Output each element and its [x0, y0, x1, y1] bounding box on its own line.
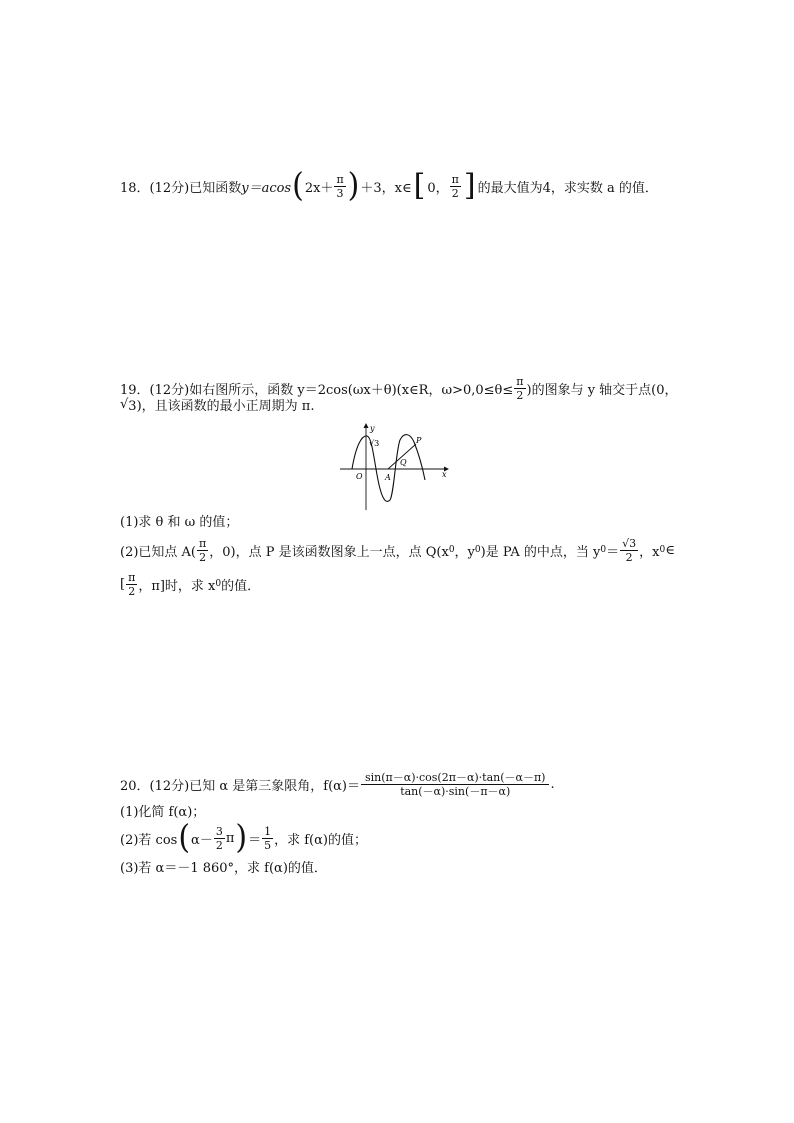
- q19-part2-text-g: ∈: [665, 542, 675, 558]
- label-y: y: [370, 424, 375, 433]
- sub-0d: 0: [659, 545, 666, 555]
- q20-part2-c: ＝: [248, 832, 262, 848]
- label-P: P: [416, 436, 422, 445]
- q18-prefix: 18．(12分)已知函数: [120, 180, 242, 196]
- sqrt-symbol: √: [120, 396, 129, 412]
- q19-part2-text-d: )是 PA 的中点，当 y: [480, 544, 601, 560]
- q19-frac-pi2c: $\frac{\pi}{2}$: [128, 570, 136, 598]
- sub-0e: 0: [215, 579, 222, 589]
- q20-part3-text: (3)若 α＝－1 860°，求 f(α)的值．: [120, 860, 327, 876]
- q20-part2-d: ，求 f(α)的值；: [274, 832, 367, 848]
- label-A: A: [385, 473, 391, 482]
- q19-text2: 3)，且该函数的最小正周期为 π.: [128, 398, 315, 414]
- q19-part2-text-e: ＝: [606, 544, 620, 560]
- q19-text1b: )的图象与 y 轴交于点(0，: [526, 382, 678, 398]
- label-Q: Q: [400, 458, 407, 467]
- q20-frac-1-5: $\frac{1}{5}$: [264, 824, 272, 852]
- label-sqrt3: √3: [369, 439, 380, 448]
- q20-period: .: [550, 776, 555, 792]
- q20-frac-3-2: $\frac{3}{2}$: [215, 824, 223, 852]
- left-bracket: [: [413, 168, 426, 203]
- q19-part2-text-c: ，y: [454, 544, 475, 560]
- q19-frac-pi2: $\frac{\pi}{2}$: [516, 374, 524, 402]
- q19-part2-text-b: ，0)，点 P 是该函数图象上一点，点 Q(x: [209, 544, 449, 560]
- label-O: O: [356, 472, 363, 481]
- q18-frac-pi3: $\frac{\pi}{3}$: [336, 172, 344, 200]
- q20-part2-b: α－: [191, 832, 213, 848]
- q19-part1-text: (1)求 θ 和 ω 的值；: [120, 514, 239, 530]
- q20-frac-f: $\frac{\sin(\pi-\alpha)\cdot\cos(2\pi-\alpha)\cdot\tan(-\alpha-\pi)}{\tan(-\alpha)\cdot\sin(-\pi-\alpha)}$: [361, 771, 549, 798]
- q18-line: [120, 166, 658, 206]
- q19-text1: 19．(12分)如右图所示，函数 y＝2cos(ωx＋θ)(x∈R，ω>0,0≤θ≤: [120, 382, 514, 398]
- q20-part3: [120, 852, 327, 880]
- q19-part2-text-a: (2)已知点 A(: [120, 544, 197, 560]
- q18-zero: 0，: [427, 180, 449, 196]
- right-bracket: ]: [463, 168, 476, 203]
- q18-frac-pi2: $\frac{\pi}{2}$: [451, 172, 459, 200]
- y-axis-arrow: [364, 423, 369, 428]
- sub-0: 0: [448, 545, 455, 555]
- label-x: x: [442, 470, 447, 479]
- right-paren: ): [235, 818, 248, 857]
- sub-0c: 0: [600, 545, 607, 555]
- left-paren: (: [292, 166, 304, 205]
- q18-inner: 2x＋: [304, 180, 334, 196]
- q19-line4-c: 的值．: [221, 578, 261, 594]
- q20-part2-pi: π: [225, 830, 235, 846]
- q20-text1: 20．(12分)已知 α 是第三象限角，f(α)＝: [120, 778, 361, 794]
- sub-0b: 0: [474, 545, 481, 555]
- q19-graph: [336, 420, 456, 512]
- left-paren: (: [178, 818, 191, 857]
- q19-line4-a: [: [120, 576, 126, 592]
- q19-frac-sqrt3-2: $\frac{√3}{2}$: [622, 536, 637, 564]
- q18-func: y＝acos: [241, 180, 292, 196]
- q18-after: ＋3，x∈: [360, 180, 412, 196]
- q20-part2-a: (2)若 cos: [120, 832, 178, 848]
- q18-suffix: 的最大值为4，求实数 a 的值．: [477, 180, 658, 196]
- q20-part1-text: (1)化简 f(α)；: [120, 804, 206, 820]
- q19-line4-b: ，π]时，求 x: [138, 578, 216, 594]
- q19-frac-pi2b: $\frac{\pi}{2}$: [199, 536, 207, 564]
- q19-line4: [120, 564, 260, 604]
- q19-line2: [120, 392, 314, 416]
- right-paren: ): [347, 166, 360, 205]
- q19-part2-text-f: ，x: [639, 544, 660, 560]
